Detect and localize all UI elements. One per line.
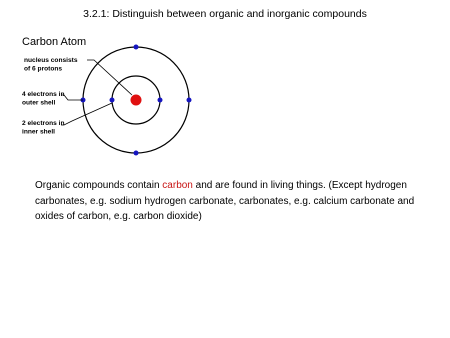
body-text-before: Organic compounds contain — [35, 180, 163, 191]
electron-outer-bottom — [134, 151, 139, 156]
nucleus-label-line-1: nucleus consists — [24, 57, 78, 64]
diagram-title: Carbon Atom — [22, 36, 87, 48]
body-paragraph — [35, 178, 435, 225]
electron-inner-left — [110, 98, 115, 103]
nucleus-label-line-2: of 6 protons — [24, 65, 63, 73]
highlight-carbon: carbon — [162, 180, 193, 191]
nucleus-label — [24, 57, 79, 73]
outer-shell-label-line-2: outer shell — [22, 99, 56, 107]
inner-shell-label — [22, 120, 66, 136]
inner-shell-label-line-1: 2 electrons in — [22, 120, 65, 127]
outer-shell-label-line-1: 4 electrons in — [22, 91, 65, 98]
electron-inner-right — [158, 98, 163, 103]
nucleus — [131, 95, 142, 106]
electron-outer-right — [187, 98, 192, 103]
nucleus-callout-line — [87, 60, 132, 95]
inner-shell-label-line-2: inner shell — [22, 128, 55, 136]
outer-shell-label — [22, 91, 66, 107]
body-text-after: and are found in living things. (Except hydrogen carbonates, e.g. sodium hydrogen carbonate, carbonates, e.g. calcium carbonate and oxides of carbon, e.g. carbon dioxide) — [35, 180, 415, 222]
inner-shell-callout-line — [61, 103, 112, 125]
slide-title: 3.2.1: Distinguish between organic and inorganic compounds — [83, 8, 367, 20]
electron-outer-top — [134, 45, 139, 50]
